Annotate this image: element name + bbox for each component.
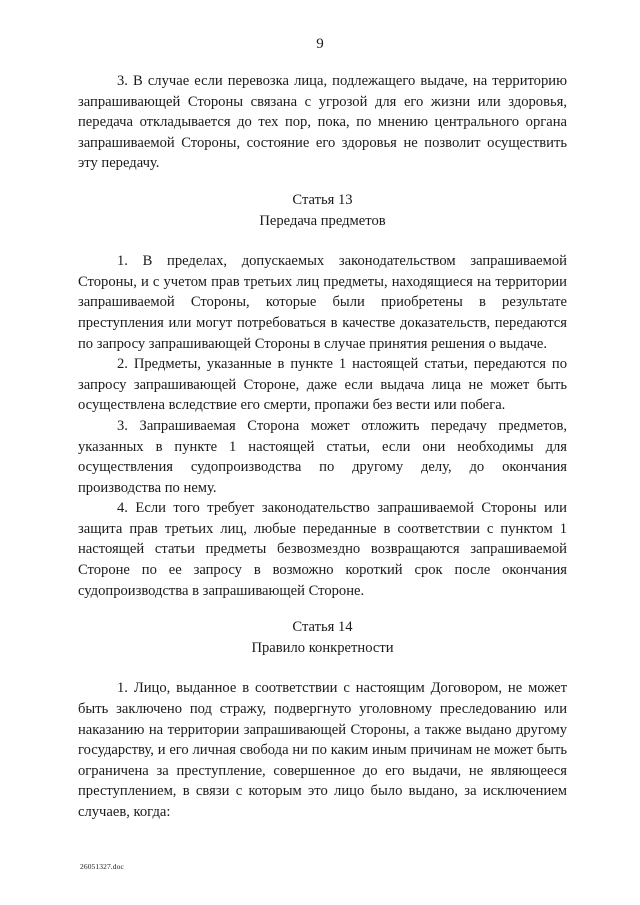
article-14-number: Статья 14 (292, 619, 353, 636)
article-13-number: Статья 13 (292, 191, 353, 208)
article-13-paragraph-2: 2. Предметы, указанные в пункте 1 настоящей статьи, передаются по запросу запрашивающей Стороне, даже если выдача лица не может быть осуществлена вследствие его смерти, пропажи без вести или побега. (78, 356, 567, 414)
article-13-paragraph-4: 4. Если того требует законодательство запрашиваемой Стороны или защита прав третьих лиц, любые переданные в соответствии с пунктом 1 настоящей статьи предметы безвозмездно возвращаются запрашиваемой Стороне по ее запросу в возможно короткий срок после окончания судопроизводства в запрашивающей Стороне. (78, 500, 567, 599)
document-body (78, 71, 567, 823)
document-code: 26051327.doc (80, 862, 124, 871)
article-13-paragraph-3: 3. Запрашиваемая Сторона может отложить передачу предметов, указанных в пункте 1 настоящей статьи, если они необходимы для осуществления судопроизводства по другому делу, до окончания производства по нему. (78, 417, 567, 496)
article-14-paragraph-1: 1. Лицо, выданное в соответствии с настоящим Договором, не может быть заключено под стражу, подвергнуто уголовному преследованию или наказанию на территории запрашивающей Стороны, а также выдано другому государству, и его личная свобода ни по каким иным причинам не может быть ограничена за преступление, совершенное до его выдачи, не являющееся преступлением, в связи с которым это лицо было выдано, за исключением случаев, когда: (78, 680, 567, 820)
paragraph-intro-3: 3. В случае если перевозка лица, подлежащего выдаче, на территорию запрашивающей Стороны связана с угрозой для его жизни или здоровья, передача откладывается до тех пор, пока, по мнению центрального органа запрашиваемой Стороны, состояние его здоровья не позволит осуществить эту передачу. (78, 73, 567, 172)
page-number: 9 (316, 36, 324, 52)
article-13-paragraph-1: 1. В пределах, допускаемых законодательством запрашиваемой Стороны, и с учетом прав третьих лиц предметы, находящиеся на территории запрашиваемой Стороны, которые были приобретены в результате преступления или могут потребоваться в качестве доказательств, передаются по запросу запрашивающей Стороны в случае принятия решения о выдаче. (78, 253, 567, 352)
article-14-title: Правило конкретности (251, 639, 394, 656)
article-13-title: Передача предметов (259, 212, 386, 229)
